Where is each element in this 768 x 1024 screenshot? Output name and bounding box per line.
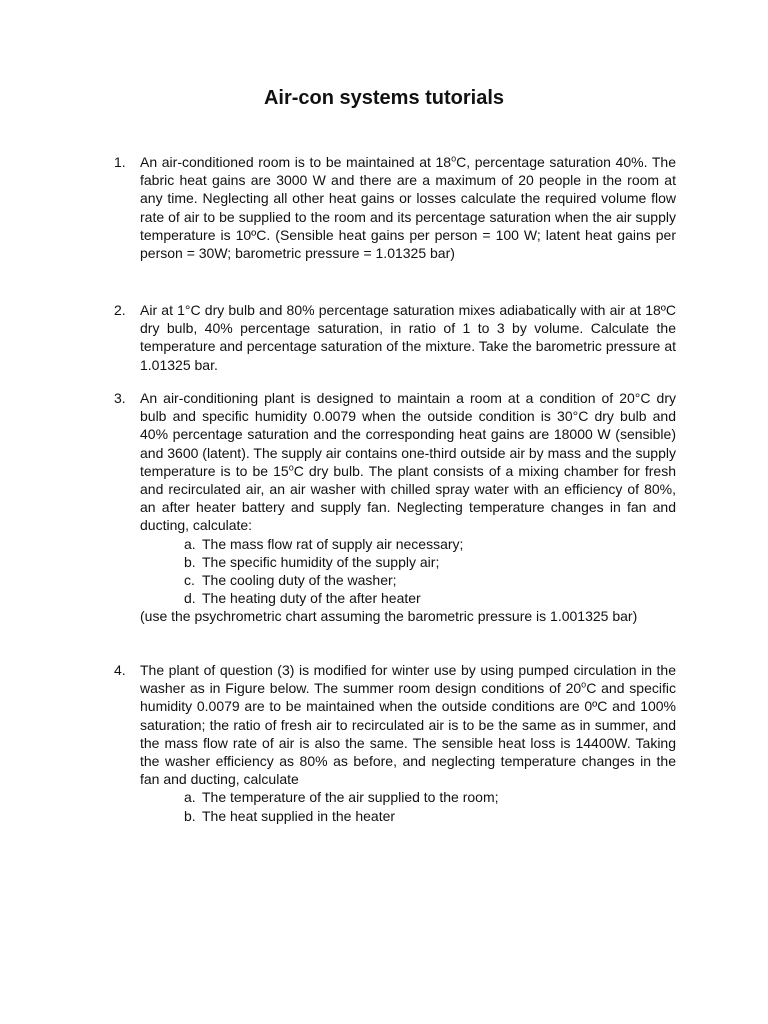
question-text-part: C and specific humidity 0.0079 are to be maintained when the outside conditions are 0ºC and 100% saturation; the ratio of fresh air to recirculated air is to be the same as in summer, and the mass flow rate of air is also the same. The sensible heat loss is 14400W. Taking the washer efficiency as 80% as before, and neglecting temperature changes in the fan and ducting, calculate — [140, 680, 676, 788]
question-number: 3. — [114, 390, 126, 406]
sub-question-letter: a. — [184, 789, 196, 806]
question-text — [140, 389, 676, 535]
sub-question — [114, 589, 676, 607]
sub-question-text: The heating duty of the after heater — [202, 590, 421, 607]
sub-question-text: The mass flow rat of supply air necessary; — [202, 535, 464, 552]
sub-question-letter: d. — [184, 590, 196, 607]
sub-question-text: The specific humidity of the supply air; — [202, 553, 440, 570]
degree-superscript: o — [451, 153, 457, 164]
sub-question-text: The temperature of the air supplied to the room; — [202, 789, 499, 806]
sub-question — [114, 553, 676, 571]
question-text-part: An air-conditioning plant is designed to maintain a room at a condition of 20°C dry bulb and specific humidity 0.0079 when the outside condition is 30°C dry bulb and 40% percentage saturation and the corresponding heat gains are 18000 W (sensible) and 3600 (latent). The supply air contains one-third outside air by mass and the supply temperature is to be 15 — [140, 390, 676, 479]
sub-question-letter: a. — [184, 535, 196, 552]
question-text — [140, 153, 676, 262]
question-text-part: C, percentage saturation 40%. The fabric heat gains are 3000 W and there are a maximum of 20 people in the room at any time. Neglecting all other heat gains or losses calculate the required volume flow rate of air to be supplied to the room and its percentage saturation when the air supply temperature is 10ºC. (Sensible heat gains per person = 100 W; latent heat gains per person = 30W; barometric pressure = 1.01325 bar) — [140, 154, 676, 262]
question-note: (use the psychrometric chart assuming the barometric pressure is 1.001325 bar) — [140, 608, 638, 625]
question-text-part: C dry bulb. The plant consists of a mixing chamber for fresh and recirculated air, an air washer with chilled spray water with an efficiency of 80%, an after heater battery and supply fan. Neglecting temperature changes in fan and ducting, calculate: — [140, 462, 676, 534]
degree-superscript: o — [581, 679, 587, 690]
sub-question-letter: c. — [184, 572, 195, 589]
question-text: Air at 1°C dry bulb and 80% percentage saturation mixes adiabatically with air at 18ºC dry bulb, 40% percentage saturation, in ratio of 1 to 3 by volume. Calculate the temperature and percentage saturation of the mixture. Take the barometric pressure at 1.01325 bar. — [140, 302, 676, 373]
page-title: Air-con systems tutorials — [263, 87, 505, 109]
question-text — [140, 661, 676, 788]
sub-question-list — [114, 788, 676, 824]
sub-question — [114, 535, 676, 553]
sub-question-letter: b. — [184, 553, 196, 570]
sub-question — [114, 807, 676, 825]
question-1 — [114, 153, 676, 262]
question-text-part: The plant of question (3) is modified for winter use by using pumped circulation in the washer as in Figure below. The summer room design conditions of 20 — [140, 662, 676, 697]
question-2 — [114, 301, 676, 374]
sub-question-letter: b. — [184, 807, 196, 824]
question-text-part: An air-conditioned room is to be maintained at 18 — [140, 154, 452, 170]
degree-superscript: o — [288, 462, 294, 473]
question-4 — [114, 661, 676, 825]
sub-question-text: The cooling duty of the washer; — [202, 572, 397, 589]
question-number: 4. — [114, 662, 126, 678]
sub-question-list — [114, 535, 676, 608]
question-number: 1. — [114, 154, 126, 170]
sub-question-text: The heat supplied in the heater — [202, 807, 396, 824]
sub-question — [114, 571, 676, 589]
question-3 — [114, 389, 676, 626]
question-number: 2. — [114, 302, 126, 318]
sub-question — [114, 788, 676, 806]
